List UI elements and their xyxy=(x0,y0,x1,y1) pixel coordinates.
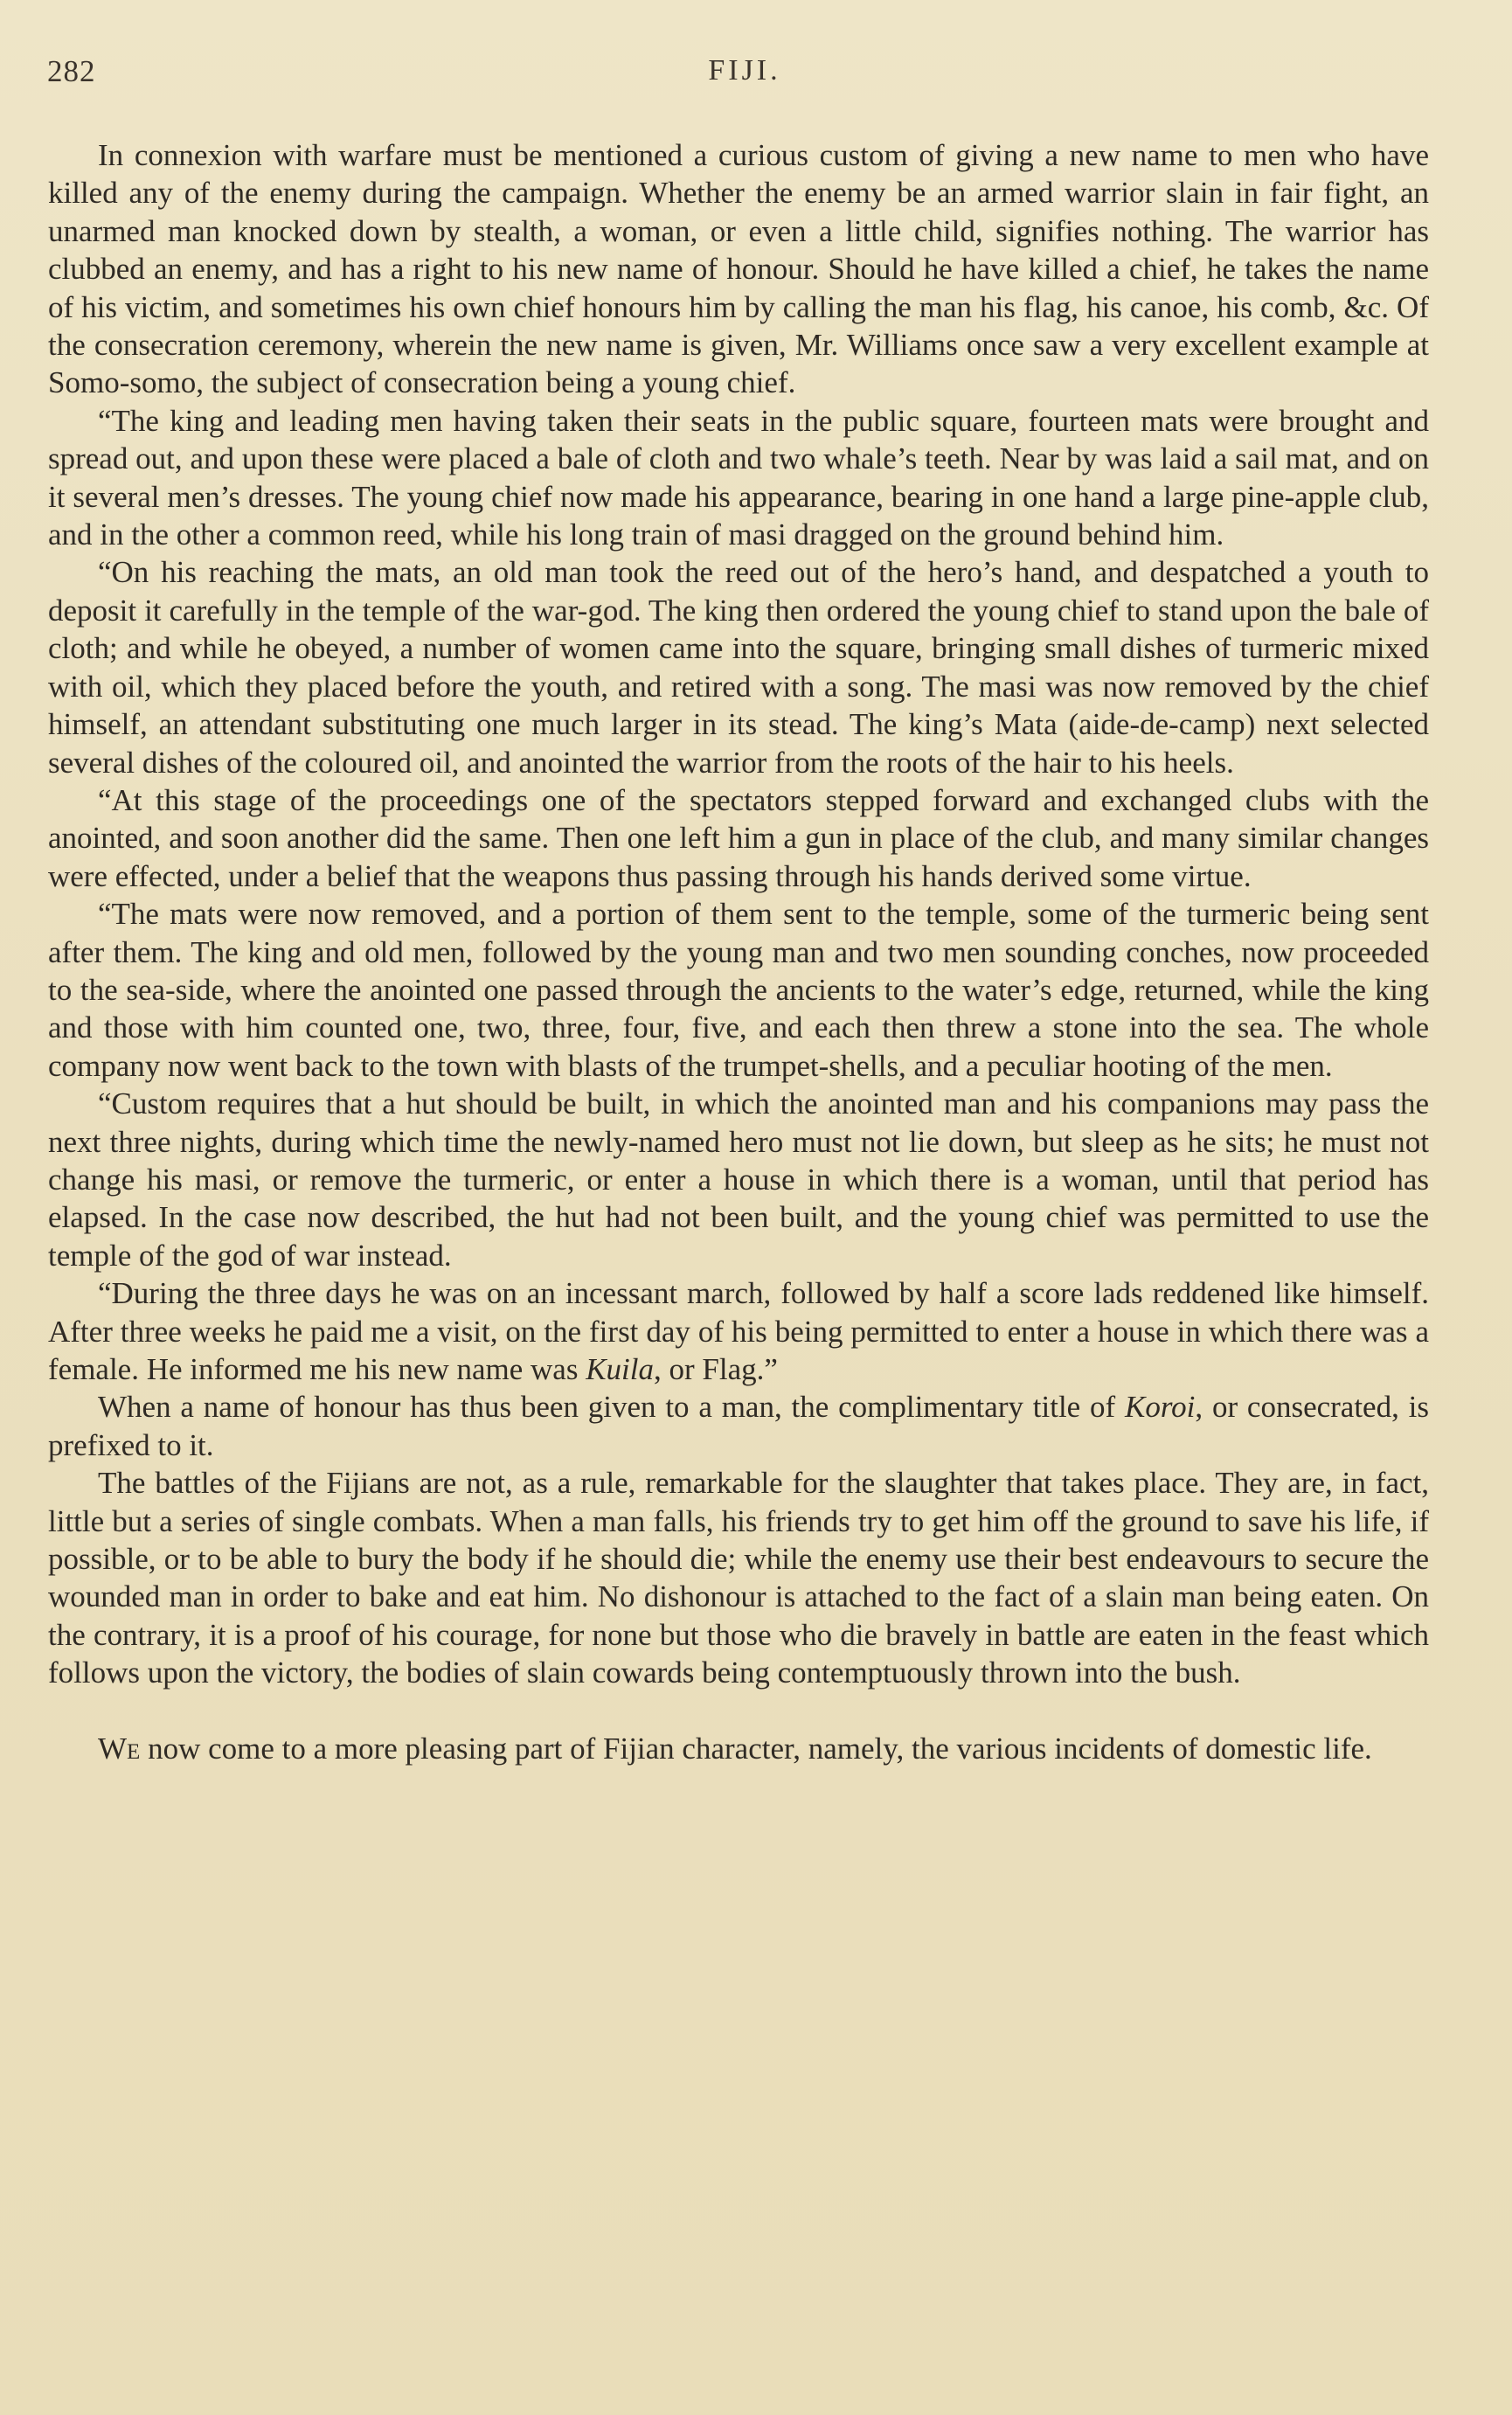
paragraph-battles: The battles of the Fijians are not, as a rule, remarkable for the slaughter that takes place. They are, in fact, little but a series of single combats. When a man falls, his friends try to get him off the ground to save his life, if possible, or to be able to bury the body if he should die; while the enemy use their best endeavours to secure the wounded man in order to bake and eat him. No dishonour is attached to the fact of a slain man being eaten. On the contrary, it is a proof of his courage, for none but those who die bravely in battle are eaten in the feast which follows upon the victory, the bodies of slain cowards being contemptuously thrown into the bush. xyxy=(48,1466,1429,1690)
paragraph-text: When a name of honour has thus been given to a man, the complimentary title of xyxy=(98,1390,1125,1425)
paragraph-new-name-kuila xyxy=(48,1274,1429,1388)
italic-word: Koroi xyxy=(1125,1390,1196,1425)
paragraph-text: , or consecrated, is prefixed to it. xyxy=(48,1390,1429,1462)
paragraph-text: “During the three days he was on an incessant march, followed by half a score lads reddened like himself. After three weeks he paid me a visit, on the first day of his being permitted to enter a house in which there was a female. He informed me his new name was xyxy=(48,1276,1429,1386)
paragraph-club-exchange: “At this stage of the proceedings one of the spectators stepped forward and exchanged clubs with the anointed, and soon another did the same. Then one left him a gun in place of the club, and many similar changes were effected, under a belief that the weapons thus passing through his hands derived some virtue. xyxy=(48,782,1429,893)
paragraph-custom-hut: “Custom requires that a hut should be built, in which the anointed man and his companions may pass the next three nights, during which time the newly-named hero must not lie down, but sleep as he sits; he must not change his masi, or remove the turmeric, or enter a house in which there is a woman, until that period has elapsed. In the case now described, the hut had not been built, and the young chief was permitted to use the temple of the god of war instead. xyxy=(48,1086,1429,1273)
paragraph-domestic-life xyxy=(48,1730,1429,1767)
page-header xyxy=(47,54,1442,94)
smallcaps-opening: We xyxy=(98,1731,141,1766)
paragraph-text: now come to a more pleasing part of Fijian character, namely, the various incidents of domestic life. xyxy=(140,1731,1372,1766)
paragraph-mats-spread: “The king and leading men having taken their seats in the public square, fourteen mats were brought and spread out, and upon these were placed a bale of cloth and two whale’s teeth. Near by was laid a sail mat, and on it several men’s dresses. The young chief now made his appearance, bearing in one hand a large pine-apple club, and in the other a common reed, while his long train of masi dragged on the ground behind him. xyxy=(48,403,1429,552)
italic-word: Kuila xyxy=(586,1352,654,1386)
paragraph-koroi-title xyxy=(48,1388,1429,1464)
paragraph-sea-side: “The mats were now removed, and a portion of them sent to the temple, some of the turmeric being sent after them. The king and old men, followed by the young man and two men sounding conches, now proceeded to the sea-side, where the anointed one passed through the ancients to the water’s edge, returned, while the king and those with him counted one, two, three, four, five, and each then threw a stone into the sea. The whole company now went back to the town with blasts of the trumpet-shells, and a peculiar hooting of the men. xyxy=(48,897,1429,1083)
running-title: FIJI. xyxy=(708,54,781,87)
page-number: 282 xyxy=(47,54,96,88)
paragraph-anointing: “On his reaching the mats, an old man took the reed out of the hero’s hand, and despatched a youth to deposit it carefully in the temple of the war-god. The king then ordered the young chief to stand upon the bale of cloth; and while he obeyed, a number of women came into the square, bringing small dishes of turmeric mixed with oil, which they placed before the youth, and retired with a song. The masi was now removed by the chief himself, an attendant substituting one much larger in its stead. The king’s Mata (aide-de-camp) next selected several dishes of the coloured oil, and anointed the warrior from the roots of the hair to his heels. xyxy=(48,555,1429,780)
body-text xyxy=(48,136,1429,1767)
paragraph-custom-of-naming: In connexion with warfare must be mentioned a curious custom of giving a new name to men who have killed any of the enemy during the campaign. Whether the enemy be an armed warrior slain in fair fight, an unarmed man knocked down by stealth, a woman, or even a little child, signifies nothing. The warrior has clubbed an enemy, and has a right to his new name of honour. Should he have killed a chief, he takes the name of his victim, and sometimes his own chief honours him by calling the man his flag, his canoe, his comb, &c. Of the consecration ceremony, wherein the new name is given, Mr. Williams once saw a very excellent example at Somo-somo, the subject of consecration being a young chief. xyxy=(48,138,1429,400)
paragraph-text: , or Flag.” xyxy=(654,1352,778,1386)
